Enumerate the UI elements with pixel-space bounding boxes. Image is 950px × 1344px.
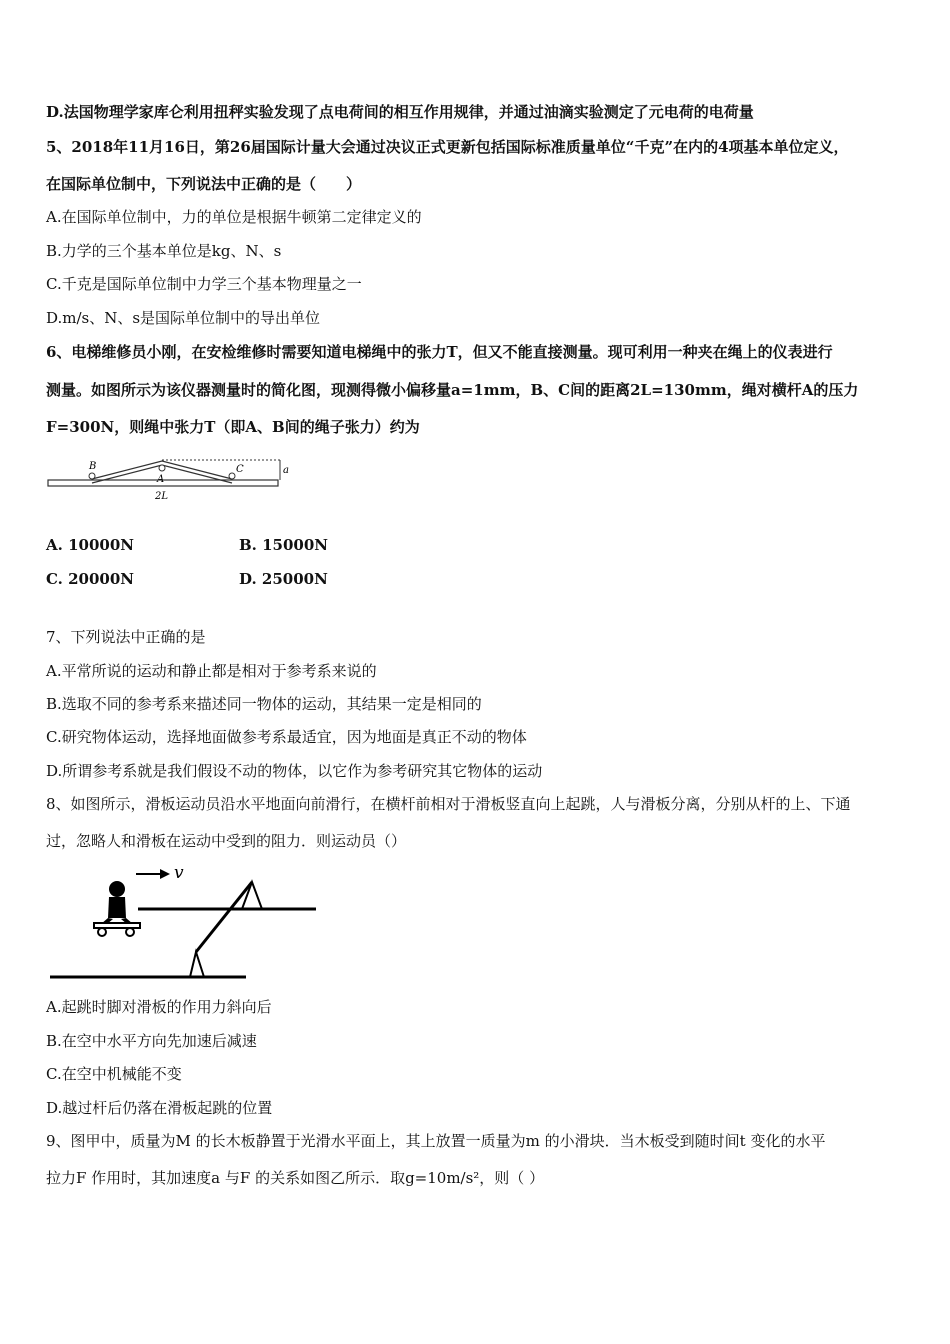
q6-option-c: C. 20000N xyxy=(46,570,135,588)
q5-option-c: C.千克是国际单位制中力学三个基本物理量之一 xyxy=(46,275,362,293)
q8-option-b: B.在空中水平方向先加速后减速 xyxy=(46,1032,257,1050)
q4-option-d: D.法国物理学家库仑利用扭秤实验发现了点电荷间的相互作用规律，并通过油滴实验测定了元电荷的电荷量 xyxy=(46,103,754,121)
q8-option-a: A.起跳时脚对滑板的作用力斜向后 xyxy=(46,998,272,1016)
q6-figure-point-a xyxy=(159,465,165,471)
q6-stem-line1: 6、电梯维修员小刚，在安检维修时需要知道电梯绳中的张力T，但又不能直接测量。现可利用一种夹在绳上的仪表进行 xyxy=(46,343,833,361)
q8-figure-wheel-left xyxy=(98,928,106,936)
q6-figure-rope-tension-diagram xyxy=(46,452,306,502)
q6-stem-line2: 测量。如图所示为该仪器测量时的简化图，现测得微小偏移量a=1mm，B、C间的距离2L=130mm，绳对横杆A的压力 xyxy=(46,381,859,399)
q6-figure-label-c: C xyxy=(236,464,244,475)
q8-figure-skateboard-bar xyxy=(46,860,326,985)
q8-figure-velocity-arrow-head xyxy=(160,869,170,879)
q5-option-d: D.m/s、N、s是国际单位制中的导出单位 xyxy=(46,309,321,327)
q8-stem-line1: 8、如图所示，滑板运动员沿水平地面向前滑行，在横杆前相对于滑板竖直向上起跳，人与滑板分离，分别从杆的上、下通 xyxy=(46,795,851,813)
q9-stem-line1: 9、图甲中，质量为M 的长木板静置于光滑水平面上，其上放置一质量为m 的小滑块．当木板受到随时间t 变化的水平 xyxy=(46,1132,826,1150)
q8-option-d: D.越过杆后仍落在滑板起跳的位置 xyxy=(46,1099,273,1117)
q5-option-b: B.力学的三个基本单位是kg、N、s xyxy=(46,242,282,260)
q8-figure-athlete-head xyxy=(109,881,125,897)
q6-option-a: A. 10000N xyxy=(46,536,134,554)
q6-figure-label-b: B xyxy=(89,461,97,472)
q8-figure-athlete-body xyxy=(108,897,126,918)
q8-stem-line2: 过，忽略人和滑板在运动中受到的阻力．则运动员（） xyxy=(46,832,407,850)
q6-figure-label-length: 2L xyxy=(155,491,169,502)
q5-stem-line1: 5、2018年11月16日，第26届国际计量大会通过决议正式更新包括国际标准质量单位“千克”在内的4项基本单位定义， xyxy=(46,138,849,156)
q7-option-c: C.研究物体运动，选择地面做参考系最适宜，因为地面是真正不动的物体 xyxy=(46,728,527,746)
q8-figure-base-support xyxy=(190,952,204,977)
q6-option-d: D. 25000N xyxy=(239,570,328,588)
q7-option-a: A.平常所说的运动和静止都是相对于参考系来说的 xyxy=(46,662,377,680)
q9-stem-line2: 拉力F 作用时，其加速度a 与F 的关系如图乙所示．取g=10m/s²，则（ ） xyxy=(46,1169,545,1187)
q5-option-a: A.在国际单位制中，力的单位是根据牛顿第二定律定义的 xyxy=(46,208,422,226)
q8-option-c: C.在空中机械能不变 xyxy=(46,1065,182,1083)
q7-stem: 7、下列说法中正确的是 xyxy=(46,628,206,646)
q5-stem-line2: 在国际单位制中，下列说法中正确的是（ ） xyxy=(46,175,362,193)
q7-option-b: B.选取不同的参考系来描述同一物体的运动，其结果一定是相同的 xyxy=(46,695,482,713)
q6-option-b: B. 15000N xyxy=(239,536,329,554)
q8-figure-wheel-right xyxy=(126,928,134,936)
q6-figure-point-b xyxy=(89,473,95,479)
q8-figure-label-velocity: v xyxy=(174,863,184,883)
q6-figure-label-offset: a xyxy=(283,465,289,476)
q6-stem-line3: F=300N，则绳中张力T（即A、B间的绳子张力）约为 xyxy=(46,418,420,436)
q6-figure-point-c xyxy=(229,473,235,479)
q8-figure-top-support xyxy=(242,882,262,909)
q8-figure-stand-pole xyxy=(196,882,252,952)
q7-option-d: D.所谓参考系就是我们假设不动的物体，以它作为参考研究其它物体的运动 xyxy=(46,762,543,780)
q6-figure-label-a: A xyxy=(157,474,165,485)
